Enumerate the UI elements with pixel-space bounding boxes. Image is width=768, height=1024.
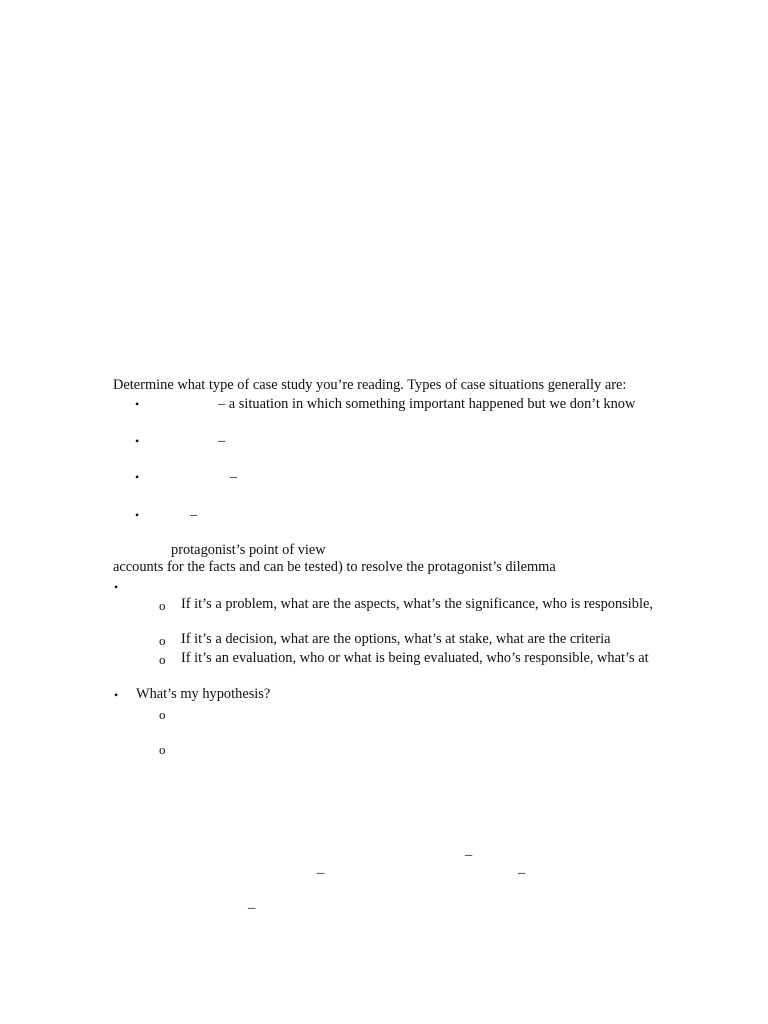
dash-mark: – [317,865,325,881]
circle-marker: o [159,707,166,722]
dash-mark: – [465,847,473,863]
circle-marker: o [159,598,166,613]
bullet-marker: • [135,470,140,484]
hypothesis-text: What’s my hypothesis? [136,686,271,702]
circle-marker: o [159,633,166,648]
circle-marker: o [159,742,166,757]
bullet-marker: • [114,580,119,594]
protagonist-text: protagonist’s point of view [171,542,326,558]
dash-mark: – [248,900,256,916]
dash-mark: – [518,865,526,881]
accounts-text: accounts for the facts and can be tested) to resolve the protagonist’s dilemma [113,559,556,575]
sub-point-decision: If it’s a decision, what are the options, what’s at stake, what are the criteria [181,631,611,647]
bullet-marker: • [114,688,119,702]
case-type-3-text: – [230,469,238,485]
case-type-2-text: – [218,433,226,449]
case-type-4-text: – [190,507,198,523]
case-type-1-text: – a situation in which something important happened but we don’t know [218,396,636,412]
sub-point-evaluation: If it’s an evaluation, who or what is being evaluated, who’s responsible, what’s at [181,650,649,666]
bullet-marker: • [135,434,140,448]
bullet-marker: • [135,397,140,411]
bullet-marker: • [135,508,140,522]
sub-point-problem: If it’s a problem, what are the aspects, what’s the significance, who is responsible, [181,596,653,612]
circle-marker: o [159,652,166,667]
intro-text: Determine what type of case study you’re reading. Types of case situations generally are: [113,377,627,393]
